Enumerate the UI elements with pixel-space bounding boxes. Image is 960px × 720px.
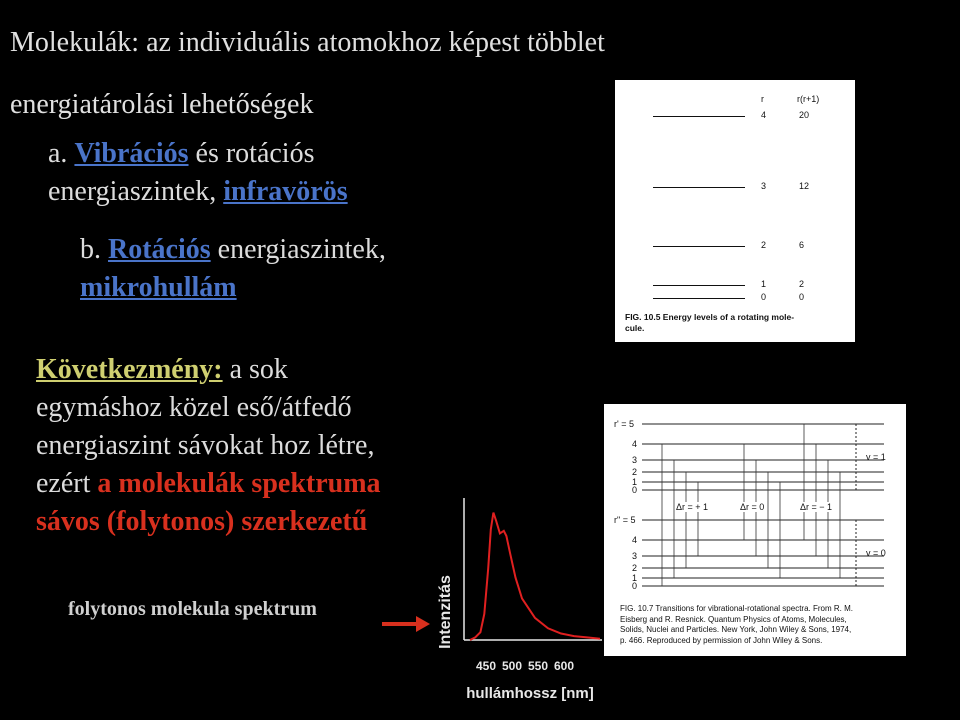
lower-level-label: r" = 5 bbox=[614, 515, 636, 525]
item-b-line2 bbox=[80, 270, 237, 306]
branch-label: Δr = 0 bbox=[740, 502, 765, 512]
lower-v-label: v = 0 bbox=[866, 548, 886, 558]
upper-level-label: 2 bbox=[632, 467, 638, 477]
consequence-line1-rest: a sok bbox=[229, 354, 288, 385]
item-b-highlight: Rotációs bbox=[108, 234, 211, 265]
level-r: 4 bbox=[761, 110, 767, 120]
item-b-line1 bbox=[80, 232, 386, 268]
item-b-rest: energiaszintek, bbox=[217, 234, 386, 265]
slide-title-line2: energiatárolási lehetőségek bbox=[10, 89, 314, 120]
consequence-line4-plain: ezért bbox=[36, 468, 91, 499]
fig-rot-caption-line1: FIG. 10.5 Energy levels of a rotating mole- bbox=[625, 312, 795, 322]
x-tick-label: 600 bbox=[553, 659, 575, 673]
branch-label: Δr = − 1 bbox=[800, 502, 833, 512]
slide-title: Molekulák: az individuális atomokhoz képest többlet bbox=[10, 27, 605, 58]
level-r: 2 bbox=[761, 240, 767, 250]
level-rr1: 6 bbox=[799, 240, 805, 250]
spectrum-label: folytonos molekula spektrum bbox=[68, 598, 317, 620]
lower-level-label: 0 bbox=[632, 581, 638, 591]
lower-level-label: 3 bbox=[632, 551, 638, 561]
upper-level-label: r' = 5 bbox=[614, 419, 634, 429]
lower-level-label: 4 bbox=[632, 535, 638, 545]
level-line bbox=[653, 298, 745, 299]
consequence-line2: egymáshoz közel eső/átfedő bbox=[36, 392, 352, 423]
item-b-prefix: b. bbox=[80, 234, 101, 265]
item-b-line2-highlight: mikrohullám bbox=[80, 272, 237, 303]
consequence-line4 bbox=[36, 466, 381, 502]
x-tick-label: 450 bbox=[475, 659, 497, 673]
fig-vibrational-transitions bbox=[604, 404, 906, 656]
consequence-line4-red: a molekulák spektruma bbox=[97, 468, 381, 499]
fig-rot-caption-line2: cule. bbox=[625, 323, 645, 333]
consequence-label: Következmény: bbox=[36, 354, 223, 385]
item-a-prefix: a. bbox=[48, 138, 68, 169]
arrow-icon bbox=[380, 612, 432, 636]
fig-vib-caption-line1: FIG. 10.7 Transitions for vibrational-rotational spectra. From R. M. bbox=[620, 604, 853, 613]
fig-vib-caption-line3: Solids, Nuclei and Particles. New York, John Wiley & Sons, 1974, bbox=[620, 625, 852, 634]
upper-level-label: 1 bbox=[632, 477, 638, 487]
level-rr1: 0 bbox=[799, 292, 805, 302]
upper-v-label: v = 1 bbox=[866, 452, 886, 462]
level-r: 3 bbox=[761, 181, 767, 191]
level-rr1: 2 bbox=[799, 279, 805, 289]
item-a-rest: és rotációs bbox=[195, 138, 315, 169]
consequence-line3: energiaszint sávokat hoz létre, bbox=[36, 430, 375, 461]
level-r: 0 bbox=[761, 292, 767, 302]
level-rr1: 20 bbox=[799, 110, 810, 120]
level-line bbox=[653, 285, 745, 286]
fig-vib-caption bbox=[620, 604, 853, 646]
consequence-line5: sávos (folytonos) szerkezetű bbox=[36, 506, 368, 537]
consequence-line1 bbox=[36, 352, 288, 388]
x-tick-label: 500 bbox=[501, 659, 523, 673]
fig-vib-caption-line4: p. 466. Reproduced by permission of John Wiley & Sons. bbox=[620, 635, 823, 645]
fig-rotational-levels bbox=[615, 80, 855, 342]
upper-level-label: 0 bbox=[632, 485, 638, 495]
item-a-line1 bbox=[48, 136, 314, 172]
item-a-line2-plain: energiaszintek, bbox=[48, 176, 217, 207]
level-r: 1 bbox=[761, 279, 767, 289]
x-tick-label: 550 bbox=[527, 659, 549, 673]
level-line bbox=[653, 187, 745, 188]
lower-level-label: 2 bbox=[632, 563, 638, 573]
spectrum-chart bbox=[430, 490, 610, 716]
lower-level-label: 1 bbox=[632, 573, 638, 583]
level-rr1: 12 bbox=[799, 181, 810, 191]
item-a-line2-highlight: infravörös bbox=[223, 176, 348, 207]
upper-level-label: 3 bbox=[632, 455, 638, 465]
x-axis-label: hullámhossz [nm] bbox=[466, 685, 594, 702]
branch-label: Δr = + 1 bbox=[676, 502, 709, 512]
upper-level-label: 4 bbox=[632, 439, 638, 449]
level-line bbox=[653, 116, 745, 117]
item-a-highlight: Vibrációs bbox=[74, 138, 189, 169]
fig-rot-caption bbox=[625, 312, 794, 334]
fig-rot-col1-header: r bbox=[761, 94, 764, 104]
fig-vib-caption-line2: Eisberg and R. Resnick. Quantum Physics of Atoms, Molecules, bbox=[620, 614, 847, 624]
level-line bbox=[653, 246, 745, 247]
fig-rot-col2-header: r(r+1) bbox=[797, 94, 820, 104]
item-a-line2 bbox=[48, 174, 348, 210]
spectrum-series-line bbox=[470, 513, 600, 640]
y-axis-label: Intenzitás bbox=[437, 575, 454, 649]
